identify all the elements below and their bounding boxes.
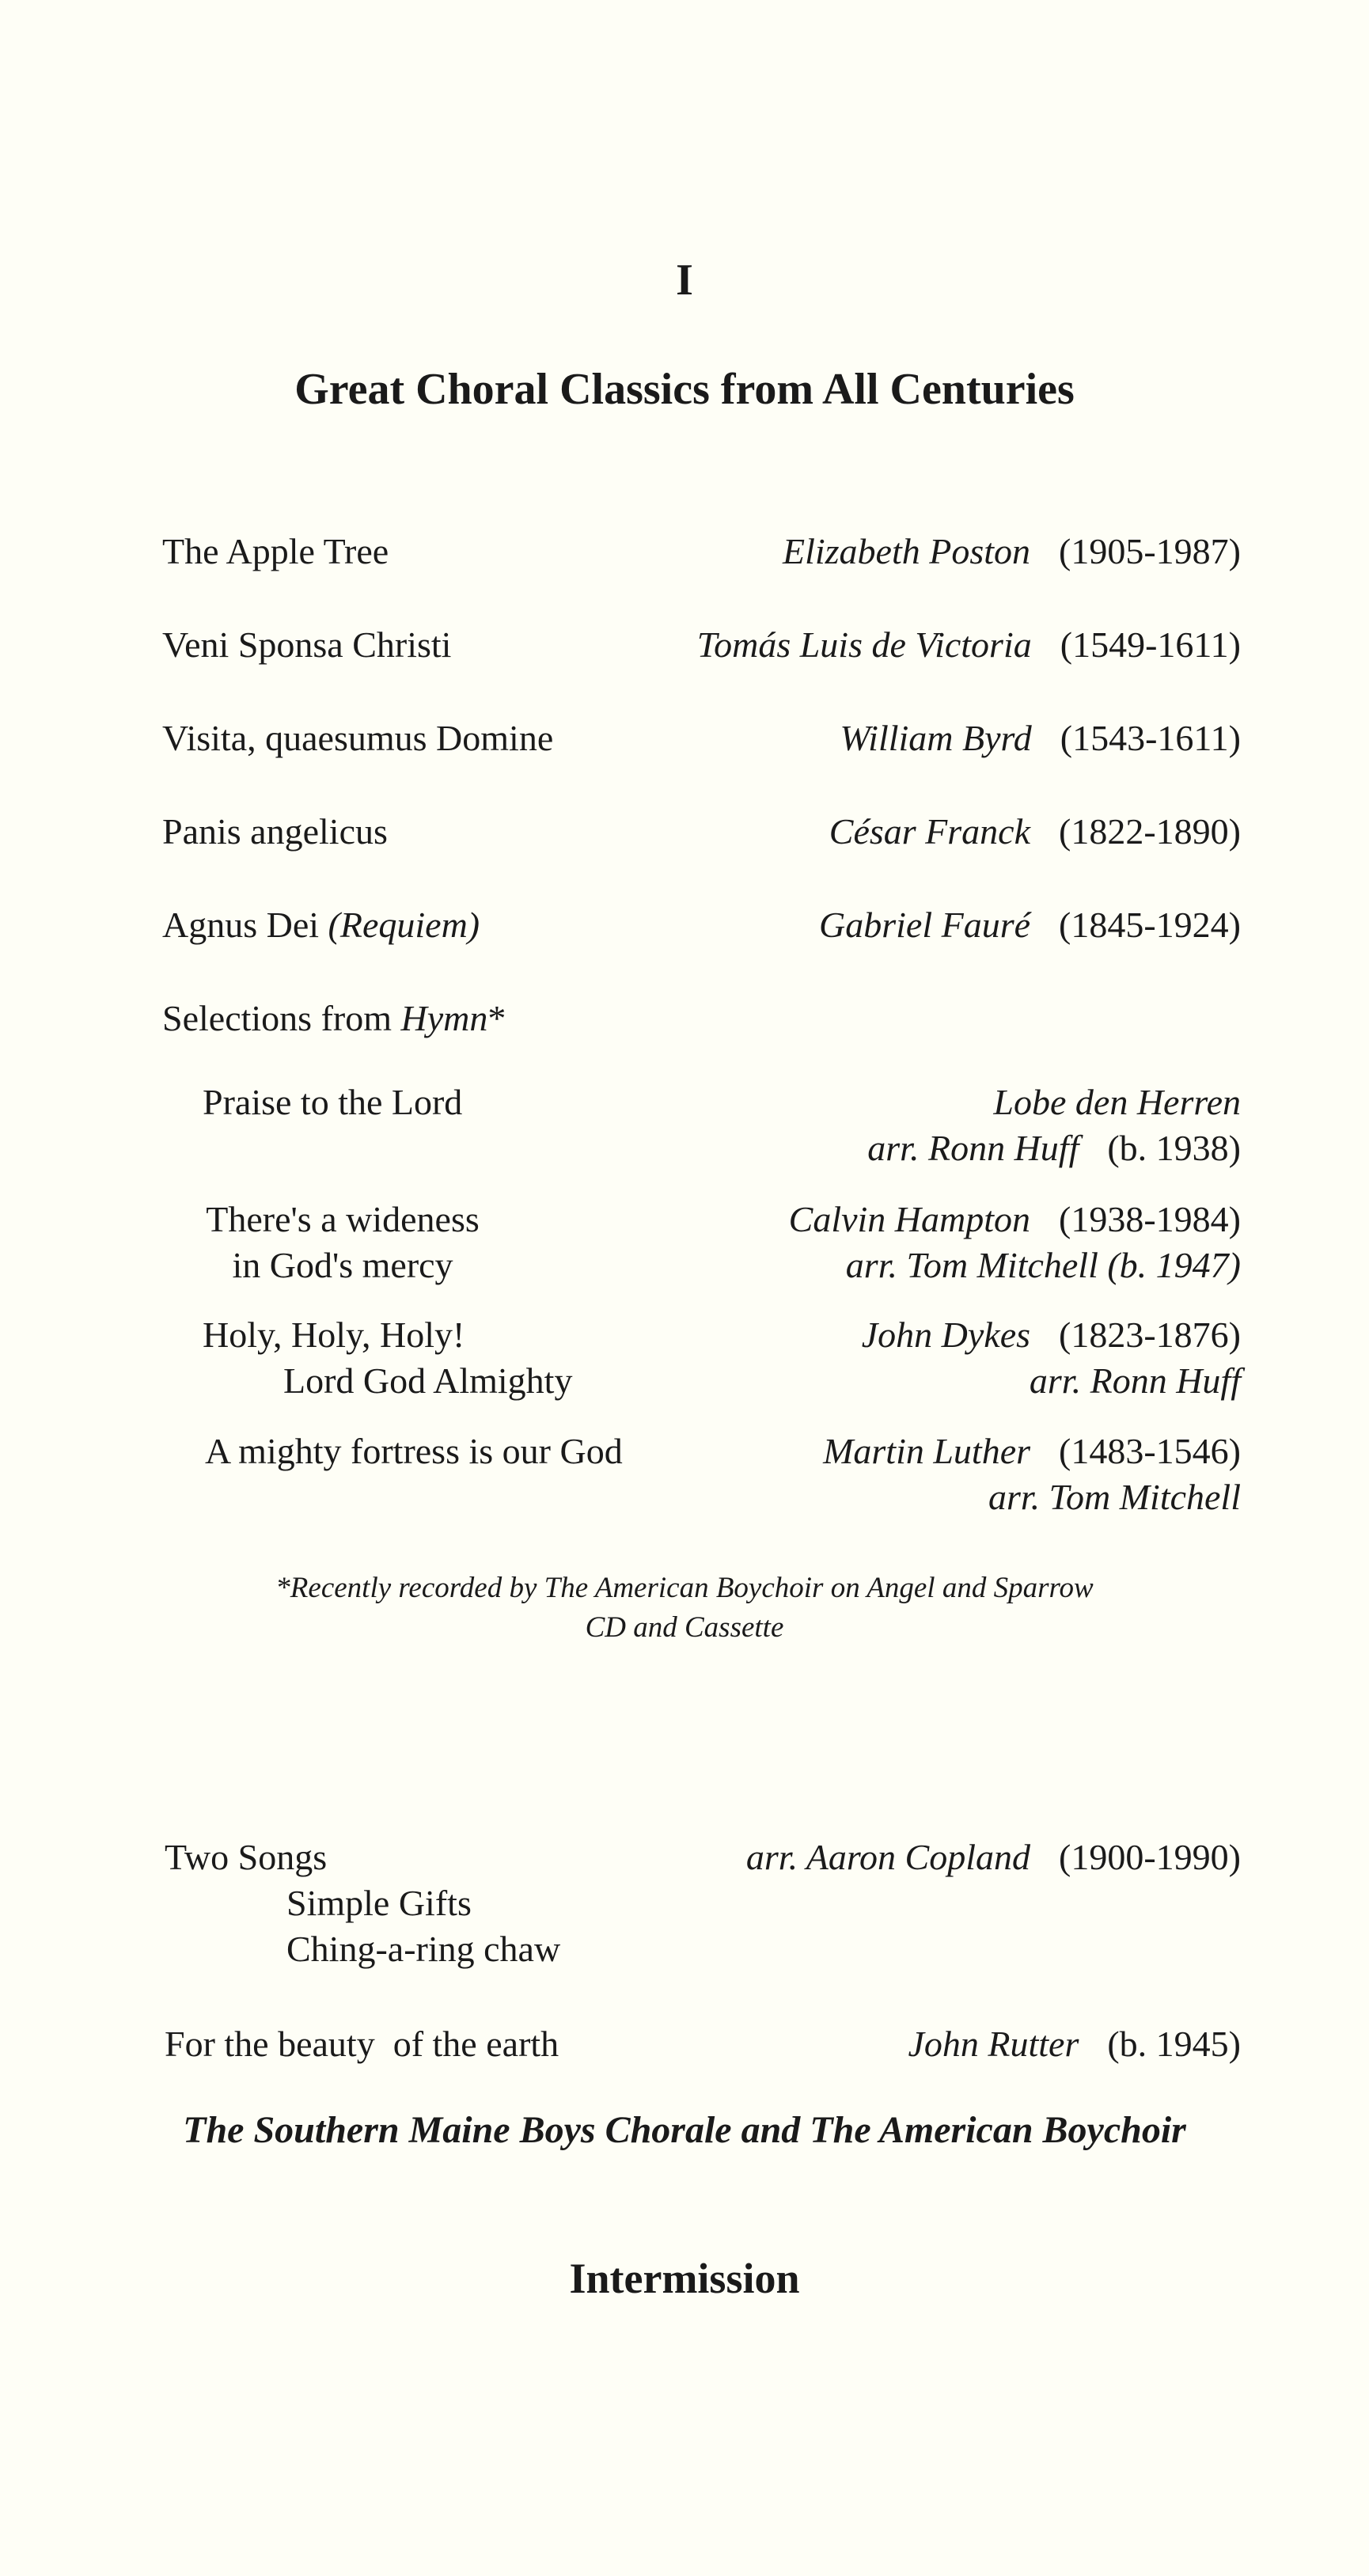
footnote [0,1569,1369,1648]
hymn-item-credit [867,1079,1241,1171]
composer-name: John Dykes [861,1315,1031,1355]
song-title: Ching-a-ring chaw [286,1929,561,1969]
work-credit [783,529,1241,575]
work-title: Two Songs [165,1837,328,1877]
work-credit [908,2021,1241,2067]
composer-dates: (1823-1876) [1059,1315,1241,1355]
section-title: Great Choral Classics from All Centuries [294,365,1075,414]
composer-dates: (1483-1546) [1059,1431,1241,1471]
composer-name: John Rutter [908,2024,1079,2064]
composer-name: Gabriel Fauré [819,905,1031,945]
composer-name: Calvin Hampton [788,1199,1031,1239]
work-title-sub: (Requiem) [328,905,480,945]
hymn-item-title-line: in God's mercy [232,1245,453,1285]
composer-name: William Byrd [840,718,1032,758]
composer-line [862,1312,1241,1358]
section-numeral: I [676,256,693,305]
hymn-item-title [203,1312,572,1404]
hymn-item-title-line: Lord God Almighty [283,1360,573,1401]
hymn-item-title: Praise to the Lord [203,1082,463,1122]
work-credit [697,622,1241,668]
work-title: The Apple Tree [162,531,389,571]
composer-line [789,1197,1241,1242]
composer-dates: (1938-1984) [1059,1199,1241,1239]
hymn-heading [162,996,506,1041]
composer-dates: (1900-1990) [1059,1837,1241,1877]
hymn-item-title: A mighty fortress is our God [205,1431,623,1471]
composer-dates: (1549-1611) [1060,624,1241,665]
composer-line [823,1428,1241,1474]
arranger-line: arr. Tom Mitchell (b. 1947) [845,1245,1241,1285]
arranger-dates: (b. 1938) [1107,1128,1241,1168]
composer-dates: (1905-1987) [1059,531,1241,571]
arranger-name: arr. Ronn Huff [867,1128,1079,1168]
composer-dates: (1543-1611) [1060,718,1241,758]
composer-dates: (b. 1945) [1107,2024,1241,2064]
work-title-main: Agnus Dei [162,905,320,945]
hymn-prefix: Selections from [162,998,392,1038]
composer-dates: (1845-1924) [1059,905,1241,945]
tune-name: Lobe den Herren [993,1082,1241,1122]
composer-name: César Franck [829,811,1031,852]
work-credit [746,1834,1241,1880]
composer-name: arr. Aaron Copland [745,1837,1031,1877]
arranger-line: arr. Ronn Huff [1029,1360,1241,1401]
work-title [162,902,480,948]
composer-name: Elizabeth Poston [782,531,1031,571]
work-title: Veni Sponsa Christi [162,624,452,665]
work-credit [819,902,1241,948]
composer-dates: (1822-1890) [1059,811,1241,852]
arranger-line: arr. Tom Mitchell [988,1477,1241,1517]
intermission-heading: Intermission [569,2255,800,2302]
hymn-item-title-line: There's a wideness [206,1199,480,1239]
hymn-name: Hymn [400,998,488,1038]
work-title: Visita, quaesumus Domine [162,718,554,758]
composer-name: Tomás Luis de Victoria [696,624,1032,665]
footnote-line: CD and Cassette [585,1611,784,1644]
work-subtitle [286,1880,560,1972]
hymn-asterisk: * [487,998,506,1038]
work-credit [840,715,1241,761]
hymn-item-title-line: Holy, Holy, Holy! [203,1315,465,1355]
composer-name: Martin Luther [823,1431,1031,1471]
work-title: For the beauty of the earth [165,2024,559,2064]
arranger-line [867,1125,1241,1171]
work-title: Panis angelicus [162,811,388,852]
hymn-item-credit [862,1312,1241,1404]
hymn-item-credit [823,1428,1241,1520]
hymn-item-title [195,1197,491,1288]
footnote-line: *Recently recorded by The American Boychoir on Angel and Sparrow [275,1572,1094,1604]
work-credit [829,809,1241,855]
song-title: Simple Gifts [286,1883,472,1923]
hymn-item-credit [789,1197,1241,1288]
performers: The Southern Maine Boys Chorale and The American Boychoir [183,2109,1186,2151]
